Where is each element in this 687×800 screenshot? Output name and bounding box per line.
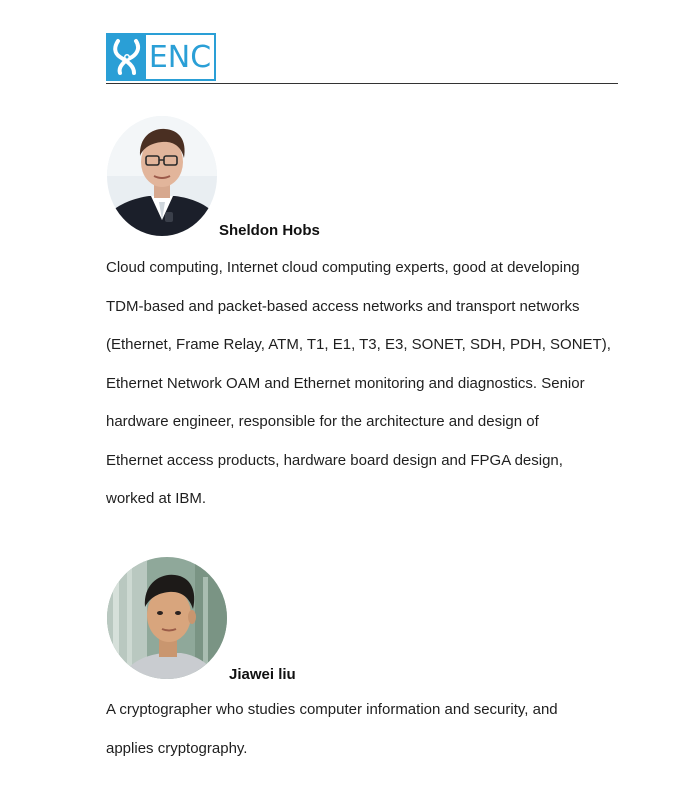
logo-mark-icon bbox=[108, 35, 146, 79]
bio-line: worked at IBM. bbox=[106, 490, 207, 507]
bio-line: A cryptographer who studies computer information and security, and bbox=[106, 701, 558, 718]
profile-bio bbox=[106, 249, 636, 519]
profile-name: Sheldon Hobs bbox=[219, 222, 320, 239]
bio-line: TDM-based and packet-based access networks and transport networks bbox=[106, 297, 580, 315]
logo-text: ENC bbox=[148, 39, 212, 75]
header-divider bbox=[106, 83, 618, 84]
bio-line: applies cryptography. bbox=[106, 739, 248, 757]
profile-bio bbox=[106, 691, 636, 768]
bio-line: hardware engineer, responsible for the architecture and design of bbox=[106, 413, 539, 430]
profile-name: Jiawei liu bbox=[229, 666, 296, 683]
bio-line: Ethernet access products, hardware board design and FPGA design, bbox=[106, 451, 563, 469]
avatar-sheldon-hobs bbox=[107, 116, 217, 236]
bio-line: (Ethernet, Frame Relay, ATM, T1, E1, T3, E3, SONET, SDH, PDH, SONET), bbox=[106, 336, 611, 353]
avatar-jiawei-liu bbox=[107, 557, 227, 679]
bio-line: Ethernet Network OAM and Ethernet monitoring and diagnostics. Senior bbox=[106, 374, 585, 392]
enc-logo bbox=[106, 33, 216, 81]
bio-line: Cloud computing, Internet cloud computing experts, good at developing bbox=[106, 259, 580, 276]
